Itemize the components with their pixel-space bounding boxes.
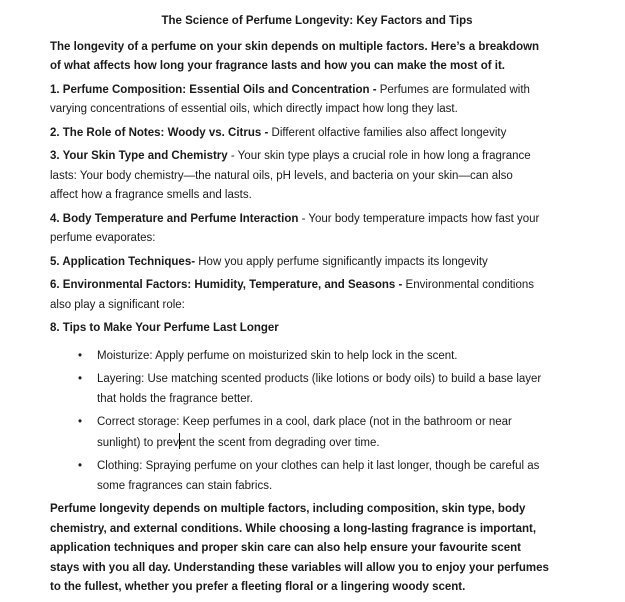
text-run: 3. Your Skin Type and Chemistry: [50, 150, 228, 162]
text-run: Layering: Use matching scented products (like lotions or body oils) to build a base layer that holds the fragrance better.: [97, 373, 542, 405]
bullet-dot-icon: •: [78, 460, 83, 472]
text-run: 2. The Role of Notes: Woody vs. Citrus -: [50, 126, 272, 139]
section-1-composition[interactable]: [50, 81, 584, 120]
bullet-moisturize[interactable]: [50, 347, 584, 367]
text-run: - Your body temperature impacts how fast your perfume evaporates:: [50, 212, 540, 244]
section-2-notes[interactable]: [50, 124, 584, 144]
text-run: ent the scent from degrading over time.: [179, 436, 380, 449]
section-6-environmental[interactable]: [50, 276, 584, 315]
text-run: Perfumes are formulated with varying concentrations of essential oils, which directly impact how long they last.: [50, 83, 530, 115]
bullet-dot-icon: •: [78, 373, 83, 385]
text-run: Different olfactive families also affect longevity: [271, 126, 507, 139]
tips-bullet-list: [50, 347, 584, 497]
text-run: 6. Environmental Factors: Humidity, Temperature, and Seasons -: [50, 279, 406, 291]
document-page[interactable]: [50, 12, 584, 602]
text-run: 1. Perfume Composition: Essential Oils and Concentration -: [50, 83, 380, 96]
section-4-body-temperature[interactable]: [50, 210, 584, 249]
intro-paragraph[interactable]: [50, 38, 584, 77]
text-run: 4. Body Temperature and Perfume Interaction: [50, 212, 299, 225]
text-run: How you apply perfume significantly impacts its longevity: [198, 255, 488, 268]
text-run: Correct storage: Keep perfumes in a cool, dark place (not in the bathroom or near sunlight) to prev: [97, 416, 512, 449]
bullet-layering[interactable]: [50, 370, 584, 409]
text-run: - Your skin type plays a crucial role in how long a fragrance lasts: Your body chemistry—the natural oils, pH levels, and bacteria on your skin—can also affect how a fragrance smells and lasts.: [50, 150, 531, 201]
text-run: The longevity of a perfume on your skin depends on multiple factors. Here’s a breakdown of what affects how long your fragrance lasts and how you can make the most of it.: [50, 40, 540, 72]
conclusion-paragraph[interactable]: [50, 500, 584, 598]
document-body[interactable]: [50, 38, 584, 598]
section-8-tips-heading[interactable]: [50, 319, 584, 339]
bullet-correct-storage[interactable]: [50, 413, 584, 453]
bullet-clothing[interactable]: [50, 457, 584, 496]
section-3-skin-type[interactable]: [50, 147, 584, 206]
bullet-dot-icon: •: [78, 349, 83, 362]
text-run: 5. Application Techniques-: [50, 255, 199, 268]
text-run: Clothing: Spraying perfume on your clothes can help it last longer, though be careful as some fragrances can stain fabrics.: [97, 460, 540, 492]
text-run: Moisturize: Apply perfume on moisturized skin to help lock in the scent.: [97, 349, 458, 362]
text-run: Perfume longevity depends on multiple factors, including composition, skin type, body chemistry, and external conditions. While choosing a long-lasting fragrance is important, application techniques and proper skin care can also help ensure your favourite scent stays with you all day. Understanding these variables will allow you to enjoy your perfumes to the fullest, whether you prefer a fleeting floral or a lingering woody scent.: [50, 503, 549, 593]
bullet-dot-icon: •: [78, 416, 83, 428]
section-5-application[interactable]: [50, 253, 584, 273]
text-run: Environmental conditions also play a significant role:: [50, 279, 535, 311]
text-run: 8. Tips to Make Your Perfume Last Longer: [50, 322, 279, 334]
document-title[interactable]: The Science of Perfume Longevity: Key Factors and Tips: [161, 15, 473, 27]
